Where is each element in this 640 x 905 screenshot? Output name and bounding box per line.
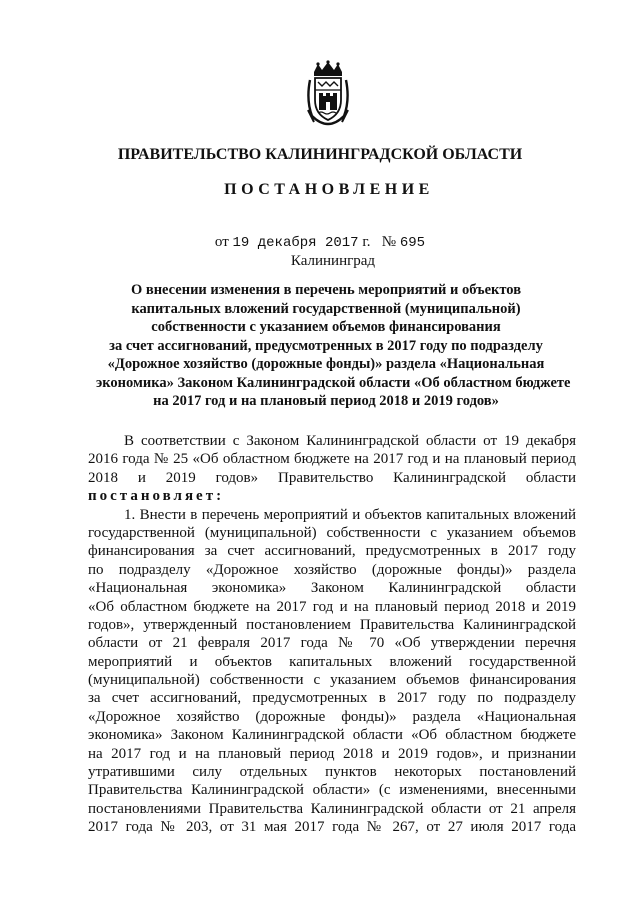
body-line: финансирования за счет ассигнований, предусмотренных в 2017 году bbox=[88, 543, 576, 560]
body-line: В соответствии с Законом Калининградской области от 19 декабря bbox=[124, 433, 576, 449]
body-line: 1. Внести в перечень мероприятий и объектов капитальных вложений bbox=[124, 506, 576, 523]
body-line: 2018 и 2019 годов» Правительство Калининградской области bbox=[88, 469, 576, 486]
document-date: 19 декабря 2017 bbox=[232, 235, 359, 251]
body-line: мероприятий и объектов капитальных вложений государственной bbox=[88, 653, 576, 670]
subject-line: О внесении изменения в перечень мероприятий и объектов bbox=[130, 282, 522, 298]
document-body bbox=[88, 432, 576, 837]
document-type: ПОСТАНОВЛЕНИЕ bbox=[224, 181, 434, 198]
body-line: утратившими силу отдельных пунктов некоторых постановлений bbox=[88, 764, 576, 781]
body-line: постановлениями Правительства Калининградской области от 21 апреля bbox=[88, 800, 576, 817]
body-line: 2017 года № 203, от 31 мая 2017 года № 267, от 27 июля 2017 года bbox=[88, 819, 576, 836]
government-title: ПРАВИТЕЛЬСТВО КАЛИНИНГРАДСКОЙ ОБЛАСТИ bbox=[117, 146, 523, 163]
body-line: государственной (муниципальной) собственности с указанием объемов bbox=[88, 524, 576, 541]
date-line bbox=[0, 234, 640, 251]
body-line: экономика» Законом Калининградской области «Об областном бюджете bbox=[88, 727, 576, 744]
body-line: Правительства Калининградской области» (с изменениями, внесенными bbox=[88, 782, 576, 799]
document-number: 695 bbox=[399, 235, 426, 251]
subject-line: «Дорожное хозяйство (дорожные фонды)» раздела «Национальная bbox=[107, 356, 545, 372]
body-line: на 2017 год и на плановый период 2018 и 2019 годов», и признании bbox=[88, 745, 576, 762]
subject-line: экономика» Законом Калининградской области «Об областном бюджете bbox=[96, 374, 571, 391]
city-name: Калининград bbox=[290, 253, 376, 269]
coat-of-arms-emblem bbox=[306, 60, 350, 126]
body-line: области от 21 февраля 2017 года № 70 «Об утверждении перечня bbox=[88, 635, 576, 652]
date-prefix: от bbox=[214, 234, 229, 250]
body-line: «Об областном бюджете на 2017 год и на плановый период 2018 и 2019 bbox=[88, 598, 576, 615]
subject-line: собственности с указанием объемов финансирования bbox=[151, 319, 501, 335]
body-line: «Дорожное хозяйство (дорожные фонды)» раздела «Национальная bbox=[88, 708, 576, 725]
date-suffix: г. bbox=[362, 234, 371, 250]
body-line: 2016 года № 25 «Об областном бюджете на 2017 год и на плановый период bbox=[88, 451, 576, 468]
body-line: «Национальная экономика» Законом Калининградской области bbox=[88, 580, 576, 597]
body-line: (муниципальной) собственности с указанием объемов финансирования bbox=[88, 672, 576, 689]
body-line: годов», утвержденный постановлением Правительства Калининградской bbox=[88, 616, 576, 633]
body-line: по подразделу «Дорожное хозяйство (дорожные фонды)» раздела bbox=[88, 561, 576, 578]
document-subject bbox=[96, 281, 571, 411]
body-line: за счет ассигнований, предусмотренных в 2017 году по подразделу bbox=[88, 690, 576, 707]
number-label: № bbox=[381, 234, 397, 250]
decree-word: постановляет: bbox=[88, 488, 225, 505]
subject-line: на 2017 год и на плановый период 2018 и 2019 годов» bbox=[153, 393, 499, 409]
subject-line: капитальных вложений государственной (муниципальной) bbox=[131, 300, 521, 317]
subject-line: за счет ассигнований, предусмотренных в 2017 году по подразделу bbox=[109, 337, 543, 354]
